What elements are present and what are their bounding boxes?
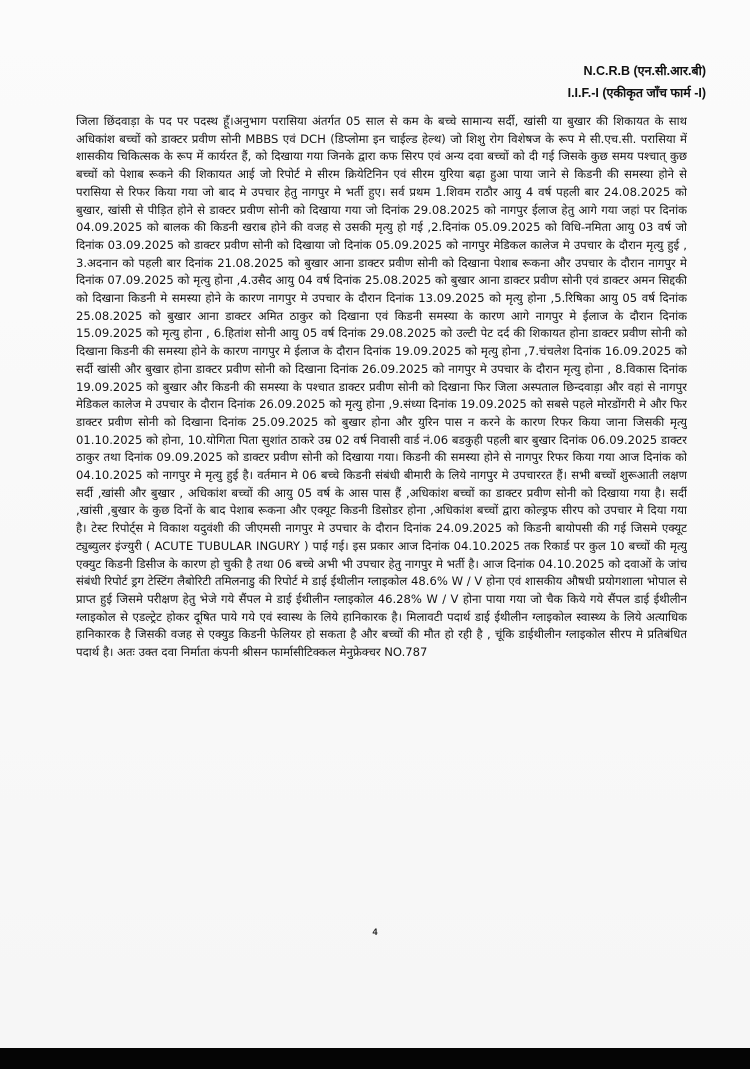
statement-body-text: जिला छिंदवाड़ा के पद पर पदस्थ हूँ।अनुभाग परासिया अंतर्गत 05 साल से कम के बच्चे सामान्य सर्दी, खांसी या बुखार की शिकायत के साथ अधिकांश बच्चों को डाक्टर प्रवीण सोनी MBBS एवं DCH (डिप्लोमा इन चाईल्ड हेल्थ) जो शिशु रोग विशेषज के रूप मे सी.एच.सी. परासिया में शासकीय चिकित्सक के रूप में कार्यरत हैं, को दिखाया गया जिनके द्वारा कफ सिरप एवं अन्य दवा बच्चों को दी गई जिसके कुछ समय पश्चात् कुछ बच्चों को पेशाब रूकने की शिकायत आई जो रिपोर्ट मे सीरम क्रियेटिनिन एवं सीरम युरिया बढ़ा हुआ पाया जाने से किडनी की समस्या होने से परासिया से रिफर किया गया जो बाद मे उपचार हेतु नागपुर मे भर्ती हुए। सर्व प्रथम 1.शिवम राठौर आयु 4 वर्ष पहली बार 24.08.2025 को बुखार, खांसी से पीड़ित होने से डाक्टर प्रवीण सोनी को दिखाया गया जो दिनांक 29.08.2025 को नागपुर ईलाज हेतु आगे गया जहां पर दिनांक 04.09.2025 को बालक की किडनी खराब होने की वजह से उसकी मृत्यु हो गई ,2.दिनांक 05.09.2025 को विधि-नमिता आयु 03 वर्ष जो दिनांक 03.09.2025 को डाक्टर प्रवीण सोनी को दिखाया जो दिनांक 05.09.2025 को नागपुर मेडिकल कालेज मे उपचार के दौरान मृत्यु हुई , 3.अदनान को पहली बार दिनांक 21.08.2025 को बुखार आना डाक्टर प्रवीण सोनी को दिखाना पेशाब रूकना और उपचार के दौरान नागपुर मे दिनांक 07.09.2025 को मृत्यु होना ,4.उसैद आयु 04 वर्ष दिनांक 25.08.2025 को बुखार आना डाक्टर प्रवीण सोनी एवं डाक्टर अमन सिद्दकी को दिखाना किडनी मे समस्या होने के कारण नागपुर मे उपचार के दौरान दिनांक 13.09.2025 को मृत्यु होना ,5.रिषिका आयु 05 वर्ष दिनांक 25.08.2025 को बुखार आना डाक्टर अमित ठाकुर को दिखाना एवं किडनी समस्या के कारण आगे नागपुर मे ईलाज के दौरान दिनांक 15.09.2025 को मृत्यु होना , 6.हितांश सोनी आयु 05 वर्ष दिनांक 29.08.2025 को उल्टी पेट दर्द की शिकायत होना डाक्टर प्रवीण सोनी को दिखाना किडनी की समस्या होने के कारण नागपुर मे ईलाज के दौरान दिनांक 19.09.2025 को मृत्यु होना ,7.चंचलेश दिनांक 16.09.2025 को सर्दी खांसी और बुखार होना डाक्टर प्रवीण सोनी को दिखाना दिनांक 26.09.2025 को नागपुर मे उपचार के दौरान मृत्यु होना , 8.विकास दिनांक 19.09.2025 को बुखार और किडनी की समस्या के पश्चात डाक्टर प्रवीण सोनी को दिखाना फिर जिला अस्पताल छिन्दवाड़ा और वहां से नागपुर मेडिकल कालेज मे उपचार के दौरान दिनांक 26.09.2025 को मृत्यु होना ,9.संध्या दिनांक 19.09.2025 को सबसे पहले मोरडोंगरी मे और फिर डाक्टर प्रवीण सोनी को दिखाना दिनांक 25.09.2025 को बुखार होना और युरिन पास न करने के कारण रिफर किया जाना जिसकी मृत्यु 01.10.2025 को होना, 10.योगिता पिता सुशांत ठाकरे उम्र 02 वर्ष निवासी वार्ड नं.06 बडकुही पहली बार बुखार दिनांक 06.09.2025 डाक्टर ठाकुर तथा दिनांक 09.09.2025 को डाक्टर प्रवीण सोनी को दिखाया गया। किडनी की समस्या होने से नागपुर रिफर किया गया आज दिनांक को 04.10.2025 को नागपुर मे मृत्यु हुई है। वर्तमान मे 06 बच्चे किडनी संबंधी बीमारी के लिये नागपुर मे उपचाररत हैं। सभी बच्चों शुरूआती लक्षण सर्दी ,खांसी और बुखार , अधिकांश बच्चों की आयु 05 वर्ष के आस पास हैं ,अधिकांश बच्चों का डाक्टर प्रवीण सोनी को दिखाया गया है। सर्दी ,खांसी ,बुखार के कुछ दिनों के बाद पेशाब रूकना और एक्यूट किडनी डिसोडर होना ,अधिकांश बच्चों द्वारा कोल्ड्रफ सीरप को उपचार मे दिया गया है। टेस्ट रिपोर्ट्स मे विकाश यदुवंशी की जीएमसी नागपुर मे उपचार के दौरान दिनांक 24.09.2025 को किडनी बायोपसी की गई जिसमे एक्यूट ट्युब्युलर इंज्युरी ( ACUTE TUBULAR INGURY ) पाई गई। इस प्रकार आज दिनांक 04.10.2025 तक रिकार्ड पर कुल 10 बच्चों की मृत्यु एक्युट किडनी डिसीज के कारण हो चुकी है तथा 06 बच्चे अभी भी उपचार हेतु नागपुर मे भर्ती है। आज दिनांक 04.10.2025 को दवाओं के जांच संबंधी रिपोर्ट ड्रग टेस्टिंग लैबोरिटी तमिलनाडु की रिपोर्ट मे डाई ईथीलीन ग्लाइकोल 48.6% W / V होना एवं शासकीय औषधी प्रयोगशाला भोपाल से प्राप्त हुई जिसमे परीक्षण हेतु भेजे गये सैंपल मे डाई ईथीलीन ग्लाइकोल 46.28% W / V होना पाया गया जो चैक किये गये सैंपल डाई ईथीलीन ग्लाइकोल से एडल्ट्रेट होकर दूषित पाये गये एवं स्वास्थ के लिये हानिकारक है। मिलावटी पदार्थ डाई ईथीलीन ग्लाइकोल स्वास्थ्य के लिये अत्याधिक हानिकारक है जिसकी वजह से एक्युड किडनी फेलियर हो सकता है और बच्चों की मौत हो रही है , चूंकि डाईथीलीन ग्लाइकोल सीरप मे प्रतिबंधित पदार्थ है। अतः उक्त दवा निर्माता कंपनी श्रीसन फार्मासीटिक्कल मेनुफ्रेक्चर NO.787: [76, 114, 687, 660]
form-header: [568, 60, 706, 104]
scan-bottom-border: [0, 1048, 750, 1069]
page-number: 4: [372, 927, 378, 937]
iif-form-heading: I.I.F.-I (एकीकृत जाँच फार्म -I): [567, 86, 706, 100]
ncrb-heading: N.C.R.B (एन.सी.आर.बी): [583, 64, 706, 78]
